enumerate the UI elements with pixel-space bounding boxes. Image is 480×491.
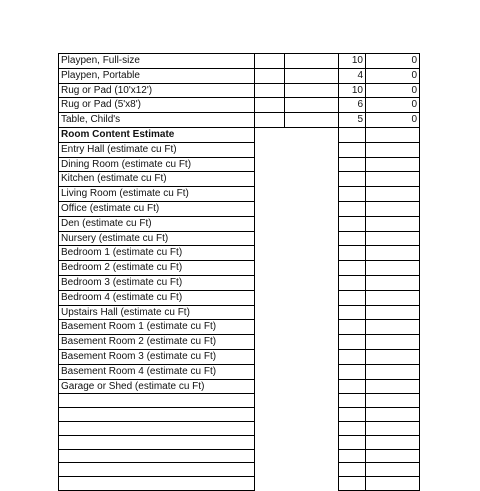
item-qty-cell[interactable]: 6 [339,98,366,113]
empty-space [255,216,285,231]
room-name-cell: Nursery (estimate cu Ft) [59,231,255,246]
room-row [59,408,420,422]
room-row [59,335,420,350]
empty-space [285,246,339,261]
empty-space [285,421,339,435]
blank-cell[interactable] [366,335,420,350]
empty-space [285,435,339,449]
blank-cell[interactable] [366,142,420,157]
blank-cell[interactable] [339,127,366,142]
room-name-cell: Entry Hall (estimate cu Ft) [59,142,255,157]
empty-space [255,320,285,335]
room-estimate-cell[interactable] [339,421,366,435]
item-row [59,83,420,98]
room-row [59,216,420,231]
room-estimate-cell[interactable] [339,463,366,477]
blank-cell[interactable] [366,435,420,449]
empty-space [285,449,339,463]
room-row [59,142,420,157]
blank-cell[interactable] [285,98,339,113]
room-row [59,305,420,320]
blank-cell[interactable] [366,421,420,435]
room-row [59,463,420,477]
empty-space [255,172,285,187]
blank-cell[interactable] [366,201,420,216]
blank-cell[interactable] [366,463,420,477]
empty-space [285,305,339,320]
room-row [59,275,420,290]
blank-cell[interactable] [366,187,420,202]
blank-cell[interactable] [366,246,420,261]
empty-space [255,335,285,350]
empty-space [285,142,339,157]
room-name-cell: Bedroom 3 (estimate cu Ft) [59,275,255,290]
item-total-cell[interactable]: 0 [366,98,420,113]
room-name-cell: Basement Room 3 (estimate cu Ft) [59,349,255,364]
room-estimate-cell[interactable] [339,349,366,364]
blank-cell[interactable] [366,320,420,335]
blank-cell[interactable] [255,113,285,128]
empty-space [255,201,285,216]
room-name-cell: Dining Room (estimate cu Ft) [59,157,255,172]
room-name-cell: Basement Room 4 (estimate cu Ft) [59,364,255,379]
room-estimate-cell[interactable] [339,142,366,157]
room-row [59,421,420,435]
blank-cell[interactable] [366,449,420,463]
blank-cell[interactable] [366,261,420,276]
item-row [59,113,420,128]
empty-space [255,187,285,202]
room-estimate-cell[interactable] [339,187,366,202]
item-name-cell: Playpen, Portable [59,68,255,83]
room-estimate-cell[interactable] [339,477,366,491]
item-row [59,98,420,113]
room-row [59,246,420,261]
item-name-cell: Table, Child's [59,113,255,128]
blank-cell[interactable] [366,305,420,320]
empty-space [285,261,339,276]
blank-cell[interactable] [255,83,285,98]
empty-space [285,408,339,422]
room-name-cell [59,408,255,422]
empty-space [255,142,285,157]
room-name-cell [59,477,255,491]
empty-space [255,463,285,477]
room-row [59,290,420,305]
blank-cell[interactable] [366,172,420,187]
room-estimate-cell[interactable] [339,379,366,394]
room-name-cell: Garage or Shed (estimate cu Ft) [59,379,255,394]
empty-space [285,477,339,491]
empty-space [285,157,339,172]
room-estimate-cell[interactable] [339,157,366,172]
blank-cell[interactable] [366,216,420,231]
room-name-cell [59,421,255,435]
room-row [59,187,420,202]
blank-cell[interactable] [366,290,420,305]
room-row [59,201,420,216]
room-row [59,320,420,335]
item-row [59,68,420,83]
room-estimate-cell[interactable] [339,320,366,335]
blank-cell[interactable] [366,127,420,142]
blank-cell[interactable] [366,231,420,246]
blank-cell[interactable] [366,275,420,290]
empty-space [255,127,285,142]
room-row [59,477,420,491]
item-name-cell: Rug or Pad (10'x12') [59,83,255,98]
blank-cell[interactable] [366,477,420,491]
room-row [59,349,420,364]
blank-cell[interactable] [285,83,339,98]
room-estimate-cell[interactable] [339,449,366,463]
blank-cell[interactable] [255,54,285,69]
spreadsheet-body [59,54,420,491]
room-estimate-cell[interactable] [339,246,366,261]
room-name-cell: Kitchen (estimate cu Ft) [59,172,255,187]
item-qty-cell[interactable]: 4 [339,68,366,83]
empty-space [255,379,285,394]
blank-cell[interactable] [366,394,420,408]
room-name-cell: Bedroom 1 (estimate cu Ft) [59,246,255,261]
room-row [59,157,420,172]
item-qty-cell[interactable]: 10 [339,83,366,98]
room-estimate-cell[interactable] [339,275,366,290]
item-qty-cell[interactable]: 10 [339,54,366,69]
room-row [59,435,420,449]
blank-cell[interactable] [285,54,339,69]
empty-space [255,305,285,320]
room-name-cell: Den (estimate cu Ft) [59,216,255,231]
blank-cell[interactable] [285,68,339,83]
item-total-cell[interactable]: 0 [366,54,420,69]
empty-space [255,421,285,435]
empty-space [285,290,339,305]
item-name-cell: Playpen, Full-size [59,54,255,69]
empty-space [285,275,339,290]
room-name-cell [59,463,255,477]
section-header-row [59,127,420,142]
empty-space [255,231,285,246]
room-row [59,231,420,246]
empty-space [285,364,339,379]
room-estimate-cell[interactable] [339,394,366,408]
empty-space [285,379,339,394]
empty-space [255,408,285,422]
room-name-cell: Living Room (estimate cu Ft) [59,187,255,202]
room-row [59,379,420,394]
empty-space [255,394,285,408]
room-name-cell: Bedroom 2 (estimate cu Ft) [59,261,255,276]
room-estimate-cell[interactable] [339,364,366,379]
empty-space [255,435,285,449]
room-estimate-cell[interactable] [339,408,366,422]
blank-cell[interactable] [366,379,420,394]
empty-space [285,335,339,350]
blank-cell[interactable] [255,98,285,113]
empty-space [255,349,285,364]
empty-space [285,394,339,408]
empty-space [285,216,339,231]
blank-cell[interactable] [366,408,420,422]
room-estimate-cell[interactable] [339,335,366,350]
room-row [59,261,420,276]
blank-cell[interactable] [366,157,420,172]
empty-space [285,187,339,202]
item-row [59,54,420,69]
room-name-cell: Basement Room 1 (estimate cu Ft) [59,320,255,335]
item-name-cell: Rug or Pad (5'x8') [59,98,255,113]
room-name-cell: Basement Room 2 (estimate cu Ft) [59,335,255,350]
item-qty-cell[interactable]: 5 [339,113,366,128]
room-row [59,172,420,187]
item-total-cell[interactable]: 0 [366,113,420,128]
empty-space [255,261,285,276]
room-name-cell: Upstairs Hall (estimate cu Ft) [59,305,255,320]
empty-space [285,127,339,142]
room-row [59,364,420,379]
room-name-cell [59,435,255,449]
empty-space [255,246,285,261]
room-name-cell [59,394,255,408]
empty-space [285,231,339,246]
section-title-cell: Room Content Estimate [59,127,255,142]
blank-cell[interactable] [285,113,339,128]
empty-space [285,201,339,216]
empty-space [285,320,339,335]
blank-cell[interactable] [366,349,420,364]
empty-space [255,449,285,463]
item-total-cell[interactable]: 0 [366,83,420,98]
room-row [59,449,420,463]
blank-cell[interactable] [366,364,420,379]
room-estimate-cell[interactable] [339,201,366,216]
room-estimate-cell[interactable] [339,290,366,305]
room-row [59,394,420,408]
room-estimate-cell[interactable] [339,172,366,187]
empty-space [285,172,339,187]
room-estimate-cell[interactable] [339,435,366,449]
empty-space [255,275,285,290]
blank-cell[interactable] [255,68,285,83]
inventory-spreadsheet [58,53,420,491]
empty-space [255,364,285,379]
empty-space [255,157,285,172]
room-estimate-cell[interactable] [339,261,366,276]
room-name-cell [59,449,255,463]
room-name-cell: Office (estimate cu Ft) [59,201,255,216]
empty-space [255,477,285,491]
item-total-cell[interactable]: 0 [366,68,420,83]
room-name-cell: Bedroom 4 (estimate cu Ft) [59,290,255,305]
room-estimate-cell[interactable] [339,305,366,320]
empty-space [285,463,339,477]
room-estimate-cell[interactable] [339,216,366,231]
empty-space [285,349,339,364]
empty-space [255,290,285,305]
room-estimate-cell[interactable] [339,231,366,246]
